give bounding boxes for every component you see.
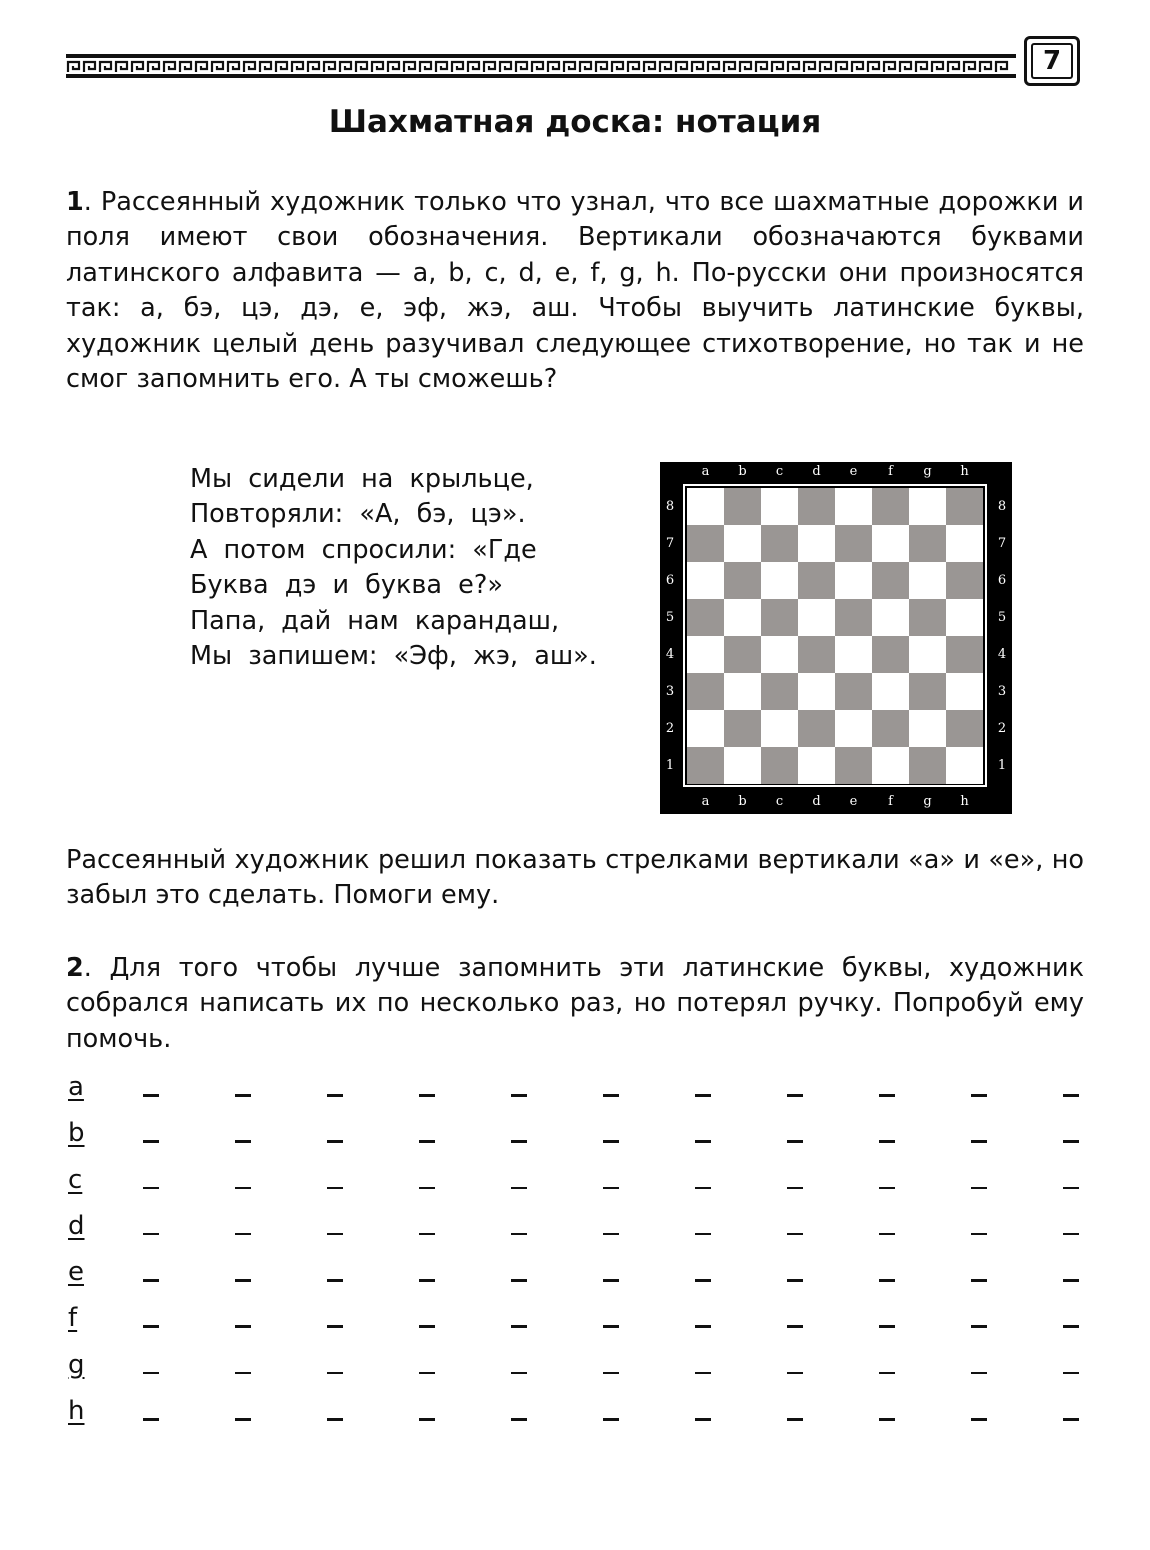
greek-key-motif — [564, 62, 575, 72]
writing-blank[interactable] — [235, 1418, 251, 1421]
board-square-a3 — [687, 673, 724, 710]
writing-blank[interactable] — [603, 1325, 619, 1328]
writing-blank[interactable] — [419, 1187, 435, 1190]
task-1-body: . Рассеянный художник только что узнал, что все шахматные дорожки и поля имеют свои обозначения. Вертикали обозначаются буквами латинского алфавита — a, b, c, d, e, f, g, h. По-русски они произносятся так: а, бэ, цэ, дэ, е, эф, жэ, аш. Чтобы выучить латинские буквы, художник целый день разучивал следующее стихотворение, но так и не смог запомнить его. А ты сможешь? — [66, 187, 1084, 395]
file-label-bottom: b — [738, 794, 747, 809]
board-square-e4 — [835, 636, 872, 673]
writing-blank[interactable] — [787, 1372, 803, 1375]
writing-blank[interactable] — [235, 1094, 251, 1097]
chess-board — [660, 462, 1012, 814]
file-label-top: a — [701, 464, 710, 479]
writing-blank[interactable] — [511, 1325, 527, 1328]
board-square-c7 — [761, 525, 798, 562]
rank-label-left: 6 — [665, 572, 675, 588]
writing-blank[interactable] — [1063, 1094, 1079, 1097]
greek-key-motif — [388, 62, 399, 72]
rank-label-left: 2 — [665, 720, 675, 736]
board-square-f3 — [872, 673, 909, 710]
writing-blank[interactable] — [511, 1418, 527, 1421]
rank-label-right: 3 — [997, 683, 1007, 699]
writing-blank[interactable] — [695, 1233, 711, 1236]
board-square-b8 — [724, 488, 761, 525]
writing-blank[interactable] — [971, 1372, 987, 1375]
writing-blank[interactable] — [1063, 1187, 1079, 1190]
board-square-h7 — [946, 525, 983, 562]
writing-blank[interactable] — [695, 1418, 711, 1421]
writing-blank[interactable] — [603, 1233, 619, 1236]
greek-key-motif — [68, 62, 79, 72]
board-squares — [687, 488, 983, 784]
greek-key-motif — [292, 62, 303, 72]
board-square-g5 — [909, 599, 946, 636]
greek-key-motif — [132, 62, 143, 72]
practice-letter: c — [68, 1164, 83, 1195]
practice-letter: h — [68, 1396, 85, 1427]
writing-blank[interactable] — [511, 1140, 527, 1143]
file-label-bottom: g — [923, 794, 932, 809]
page-title: Шахматная доска: нотация — [328, 104, 822, 140]
writing-blank[interactable] — [419, 1279, 435, 1282]
board-square-c3 — [761, 673, 798, 710]
greek-key-motif — [356, 62, 367, 72]
writing-blank[interactable] — [879, 1418, 895, 1421]
greek-key-motif — [884, 62, 895, 72]
board-square-a1 — [687, 747, 724, 784]
rank-label-right: 5 — [997, 609, 1007, 625]
file-label-top: d — [812, 464, 821, 479]
writing-blank[interactable] — [143, 1418, 159, 1421]
board-square-f6 — [872, 562, 909, 599]
writing-blank[interactable] — [879, 1372, 895, 1375]
rank-label-right: 6 — [997, 572, 1007, 588]
greek-key-motif — [548, 62, 559, 72]
greek-key-motif — [404, 62, 415, 72]
greek-key-motif — [340, 62, 351, 72]
writing-blank[interactable] — [879, 1325, 895, 1328]
board-square-d3 — [798, 673, 835, 710]
task-2-number: 2 — [66, 953, 84, 983]
page-number-box — [1024, 36, 1080, 86]
practice-row-g — [68, 1350, 1088, 1396]
writing-blank[interactable] — [235, 1233, 251, 1236]
greek-key-motif — [852, 62, 863, 72]
greek-key-motif — [628, 62, 639, 72]
board-square-d4 — [798, 636, 835, 673]
file-label-bottom: e — [849, 794, 858, 809]
writing-blank[interactable] — [603, 1187, 619, 1190]
greek-key-motif — [708, 62, 719, 72]
writing-blank[interactable] — [971, 1233, 987, 1236]
writing-blank[interactable] — [327, 1372, 343, 1375]
writing-blank[interactable] — [787, 1094, 803, 1097]
board-square-g7 — [909, 525, 946, 562]
board-square-h5 — [946, 599, 983, 636]
file-label-bottom: h — [960, 794, 969, 809]
writing-blank[interactable] — [143, 1325, 159, 1328]
writing-blank[interactable] — [511, 1233, 527, 1236]
board-square-a7 — [687, 525, 724, 562]
greek-key-motif — [676, 62, 687, 72]
greek-key-motif — [148, 62, 159, 72]
board-square-g6 — [909, 562, 946, 599]
rank-label-left: 5 — [665, 609, 675, 625]
board-square-d6 — [798, 562, 835, 599]
writing-blank[interactable] — [695, 1094, 711, 1097]
board-square-g4 — [909, 636, 946, 673]
practice-row-b — [68, 1118, 1088, 1164]
board-square-d2 — [798, 710, 835, 747]
writing-blank[interactable] — [971, 1279, 987, 1282]
greek-key-motif — [612, 62, 623, 72]
greek-key-motif — [484, 62, 495, 72]
greek-key-motif — [372, 62, 383, 72]
file-label-bottom: f — [888, 794, 893, 809]
board-square-h3 — [946, 673, 983, 710]
task-2-body: . Для того чтобы лучше запомнить эти латинские буквы, художник собрался написать их по несколько раз, но потерял ручку. Попробуй ему помочь. — [66, 953, 1084, 1054]
writing-blank[interactable] — [971, 1094, 987, 1097]
writing-blank[interactable] — [1063, 1233, 1079, 1236]
board-square-b6 — [724, 562, 761, 599]
greek-key-motif — [164, 62, 175, 72]
writing-blank[interactable] — [971, 1140, 987, 1143]
greek-key-motif — [180, 62, 191, 72]
greek-key-motif — [116, 62, 127, 72]
board-square-e7 — [835, 525, 872, 562]
board-square-d8 — [798, 488, 835, 525]
rank-label-right: 2 — [997, 720, 1007, 736]
rank-label-right: 8 — [997, 498, 1007, 514]
writing-blank[interactable] — [695, 1140, 711, 1143]
greek-key-motif — [276, 62, 287, 72]
writing-blank[interactable] — [327, 1094, 343, 1097]
rank-label-left: 8 — [665, 498, 675, 514]
writing-blank[interactable] — [603, 1140, 619, 1143]
poem — [190, 462, 597, 674]
board-square-b1 — [724, 747, 761, 784]
file-label-bottom: c — [775, 794, 784, 809]
greek-key-motif — [260, 62, 271, 72]
writing-blank[interactable] — [235, 1140, 251, 1143]
poem-line: А потом спросили: «Где — [190, 534, 537, 565]
board-square-e3 — [835, 673, 872, 710]
writing-blank[interactable] — [787, 1279, 803, 1282]
poem-line: Мы сидели на крыльце, — [190, 464, 534, 494]
writing-blank[interactable] — [695, 1279, 711, 1282]
greek-key-motif — [100, 62, 111, 72]
rank-label-left: 1 — [665, 757, 675, 773]
board-square-b5 — [724, 599, 761, 636]
greek-key-pattern — [66, 54, 1016, 78]
greek-key-border — [66, 54, 1016, 78]
practice-row-h — [68, 1396, 1088, 1442]
board-square-d1 — [798, 747, 835, 784]
greek-key-motif — [932, 62, 943, 72]
practice-row-d — [68, 1211, 1088, 1257]
writing-blank[interactable] — [603, 1279, 619, 1282]
greek-key-motif — [516, 62, 527, 72]
greek-key-motif — [996, 62, 1007, 72]
practice-letter: e — [68, 1257, 84, 1288]
greek-key-motif — [820, 62, 831, 72]
writing-blank[interactable] — [603, 1372, 619, 1375]
writing-blank[interactable] — [143, 1140, 159, 1143]
board-square-d5 — [798, 599, 835, 636]
writing-blank[interactable] — [143, 1372, 159, 1375]
greek-key-motif — [436, 62, 447, 72]
writing-blank[interactable] — [419, 1325, 435, 1328]
board-square-c6 — [761, 562, 798, 599]
greek-key-motif — [916, 62, 927, 72]
board-square-f7 — [872, 525, 909, 562]
board-square-h2 — [946, 710, 983, 747]
board-square-e6 — [835, 562, 872, 599]
writing-blank[interactable] — [603, 1418, 619, 1421]
writing-blank[interactable] — [971, 1418, 987, 1421]
file-label-bottom: a — [701, 794, 710, 809]
writing-blank[interactable] — [879, 1140, 895, 1143]
writing-blank[interactable] — [419, 1094, 435, 1097]
board-square-f4 — [872, 636, 909, 673]
greek-key-motif — [84, 62, 95, 72]
board-square-a5 — [687, 599, 724, 636]
writing-blank[interactable] — [143, 1187, 159, 1190]
board-square-g8 — [909, 488, 946, 525]
greek-key-motif — [804, 62, 815, 72]
board-square-g3 — [909, 673, 946, 710]
poem-line: Папа, дай нам карандаш, — [190, 605, 560, 636]
greek-key-motif — [740, 62, 751, 72]
board-square-c1 — [761, 747, 798, 784]
practice-letter: g — [68, 1349, 85, 1380]
writing-blank[interactable] — [879, 1094, 895, 1097]
writing-blank[interactable] — [603, 1094, 619, 1097]
task-2-text — [66, 951, 1084, 1057]
greek-key-motif — [692, 62, 703, 72]
board-square-g2 — [909, 710, 946, 747]
writing-blank[interactable] — [235, 1325, 251, 1328]
greek-key-motif — [196, 62, 207, 72]
writing-blank[interactable] — [143, 1279, 159, 1282]
practice-row-c — [68, 1165, 1088, 1211]
rank-label-left: 3 — [665, 683, 675, 699]
writing-blank[interactable] — [971, 1325, 987, 1328]
board-square-f5 — [872, 599, 909, 636]
board-square-a2 — [687, 710, 724, 747]
writing-blank[interactable] — [879, 1187, 895, 1190]
writing-blank[interactable] — [419, 1372, 435, 1375]
file-label-top: b — [738, 464, 747, 479]
task-1-number: 1 — [66, 187, 84, 217]
board-square-e2 — [835, 710, 872, 747]
greek-key-motif — [212, 62, 223, 72]
greek-key-motif — [772, 62, 783, 72]
writing-blank[interactable] — [1063, 1372, 1079, 1375]
board-square-d7 — [798, 525, 835, 562]
greek-key-motif — [580, 62, 591, 72]
board-square-f2 — [872, 710, 909, 747]
board-square-c8 — [761, 488, 798, 525]
writing-blank[interactable] — [787, 1233, 803, 1236]
greek-key-motif — [244, 62, 255, 72]
board-square-b3 — [724, 673, 761, 710]
board-square-a6 — [687, 562, 724, 599]
greek-key-motif — [468, 62, 479, 72]
file-label-bottom: d — [812, 794, 821, 809]
writing-blank[interactable] — [511, 1372, 527, 1375]
greek-key-motif — [420, 62, 431, 72]
writing-blank[interactable] — [695, 1187, 711, 1190]
board-square-g1 — [909, 747, 946, 784]
letter-practice-rows — [68, 1072, 1088, 1442]
writing-blank[interactable] — [879, 1233, 895, 1236]
greek-key-motif — [596, 62, 607, 72]
writing-blank[interactable] — [419, 1233, 435, 1236]
rank-label-left: 4 — [665, 646, 675, 662]
writing-blank[interactable] — [327, 1279, 343, 1282]
board-square-e5 — [835, 599, 872, 636]
poem-line: Повторяли: «А, бэ, цэ». — [190, 499, 526, 530]
writing-blank[interactable] — [419, 1140, 435, 1143]
board-square-h8 — [946, 488, 983, 525]
rank-label-right: 4 — [997, 646, 1007, 662]
writing-blank[interactable] — [695, 1372, 711, 1375]
writing-blank[interactable] — [327, 1325, 343, 1328]
greek-key-motif — [900, 62, 911, 72]
board-square-a4 — [687, 636, 724, 673]
writing-blank[interactable] — [327, 1187, 343, 1190]
greek-key-motif — [228, 62, 239, 72]
writing-blank[interactable] — [787, 1140, 803, 1143]
greek-key-motif — [756, 62, 767, 72]
writing-blank[interactable] — [787, 1418, 803, 1421]
greek-key-motif — [964, 62, 975, 72]
writing-blank[interactable] — [143, 1233, 159, 1236]
task-1-text — [66, 185, 1084, 397]
practice-letter: d — [68, 1210, 85, 1241]
board-square-e1 — [835, 747, 872, 784]
writing-blank[interactable] — [511, 1094, 527, 1097]
board-square-b7 — [724, 525, 761, 562]
greek-key-motif — [452, 62, 463, 72]
writing-blank[interactable] — [235, 1279, 251, 1282]
writing-blank[interactable] — [1063, 1418, 1079, 1421]
practice-letter: b — [68, 1118, 85, 1149]
greek-key-motif — [500, 62, 511, 72]
writing-blank[interactable] — [695, 1325, 711, 1328]
board-square-c4 — [761, 636, 798, 673]
writing-blank[interactable] — [419, 1418, 435, 1421]
writing-blank[interactable] — [879, 1279, 895, 1282]
greek-key-motif — [532, 62, 543, 72]
poem-line: Мы запишем: «Эф, жэ, аш». — [190, 641, 597, 672]
greek-key-motif — [788, 62, 799, 72]
writing-blank[interactable] — [971, 1187, 987, 1190]
file-label-top: c — [775, 464, 784, 479]
writing-blank[interactable] — [787, 1325, 803, 1328]
practice-row-e — [68, 1257, 1088, 1303]
board-square-h6 — [946, 562, 983, 599]
board-square-h1 — [946, 747, 983, 784]
writing-blank[interactable] — [1063, 1140, 1079, 1143]
rank-label-left: 7 — [665, 535, 675, 551]
greek-key-motif — [948, 62, 959, 72]
greek-key-motif — [980, 62, 991, 72]
practice-row-f — [68, 1303, 1088, 1349]
greek-key-motif — [324, 62, 335, 72]
greek-key-motif — [644, 62, 655, 72]
writing-blank[interactable] — [235, 1187, 251, 1190]
writing-blank[interactable] — [511, 1279, 527, 1282]
practice-letter: a — [68, 1072, 84, 1102]
writing-blank[interactable] — [235, 1372, 251, 1375]
greek-key-motif — [308, 62, 319, 72]
file-label-top: h — [960, 464, 969, 479]
board-square-c5 — [761, 599, 798, 636]
greek-key-motif — [868, 62, 879, 72]
greek-key-motif — [724, 62, 735, 72]
board-square-a8 — [687, 488, 724, 525]
writing-blank[interactable] — [143, 1094, 159, 1097]
file-label-top: f — [888, 464, 893, 479]
task-1-followup: Рассеянный художник решил показать стрелками вертикали «a» и «e», но забыл это сделать. Помоги ему. — [66, 845, 1084, 911]
writing-blank[interactable] — [1063, 1279, 1079, 1282]
file-label-top: g — [923, 464, 932, 479]
board-square-c2 — [761, 710, 798, 747]
practice-row-a — [68, 1072, 1088, 1118]
writing-blank[interactable] — [327, 1418, 343, 1421]
writing-blank[interactable] — [787, 1187, 803, 1190]
board-square-b2 — [724, 710, 761, 747]
board-square-e8 — [835, 488, 872, 525]
greek-key-motif — [836, 62, 847, 72]
board-square-f1 — [872, 747, 909, 784]
page-number: 7 — [1031, 43, 1073, 79]
greek-key-motif — [660, 62, 671, 72]
writing-blank[interactable] — [327, 1140, 343, 1143]
writing-blank[interactable] — [327, 1233, 343, 1236]
rank-label-right: 7 — [997, 535, 1007, 551]
rank-label-right: 1 — [997, 757, 1007, 773]
practice-letter: f — [68, 1303, 78, 1334]
board-square-h4 — [946, 636, 983, 673]
board-square-b4 — [724, 636, 761, 673]
poem-line: Буква дэ и буква е?» — [190, 570, 503, 601]
file-label-top: e — [849, 464, 858, 479]
writing-blank[interactable] — [511, 1187, 527, 1190]
board-square-f8 — [872, 488, 909, 525]
writing-blank[interactable] — [1063, 1325, 1079, 1328]
